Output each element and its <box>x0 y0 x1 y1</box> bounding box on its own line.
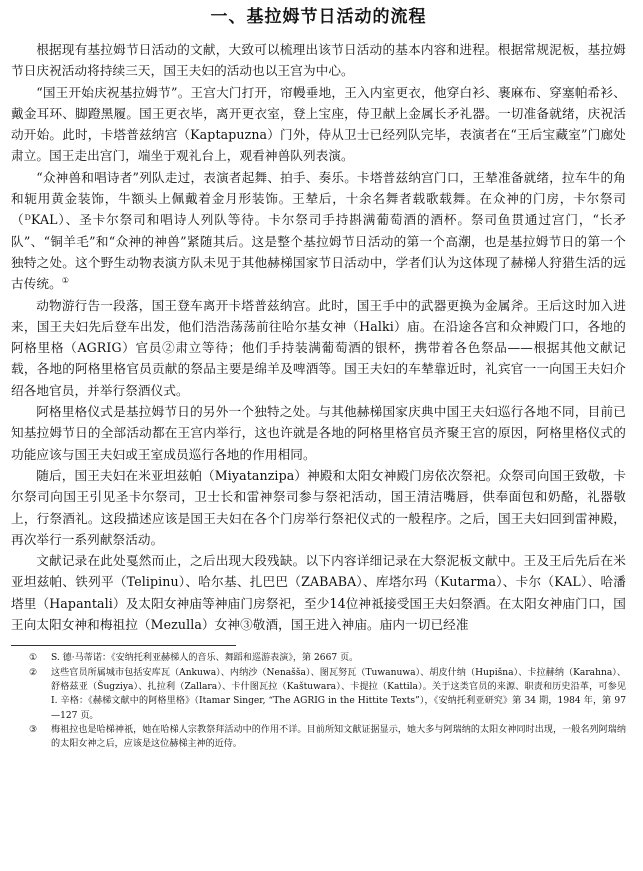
footnote <box>29 651 626 665</box>
footnotes <box>11 651 626 751</box>
footnote-mark: ② <box>29 667 38 678</box>
paragraph: 阿格里格仪式是基拉姆节日的另外一个独特之处。与其他赫梯国家庆典中国王夫妇巡行各地不同，目前已知基拉姆节日的全部活动都在王宫内举行，这也许就是各地的阿格里格官员齐聚王宫的原因，阿格里格仪式的功能应该与国王夫妇或王室成员巡行各地的作用相同。 <box>11 404 626 462</box>
footnote-text: S. 德·马蒂诺：《安纳托利亚赫梯人的音乐、舞蹈和巡游表演》，第 2667 页。 <box>51 653 359 664</box>
footnote <box>29 666 626 723</box>
body-text <box>11 39 626 635</box>
paragraph: “众神兽和唱诗者”列队走过，表演者起舞、拍手、奏乐。卡塔普兹纳宫门口，王辇准备就绪，拉车牛的角和轭用黄金装饰，牛额头上佩戴着金月形装饰。王辇后，十余名舞者载歌载舞。在众神的门房，卡尔祭司（ᴰKAL）、圣卡尔祭司和唱诗人列队等待。卡尔祭司手持斟满葡萄酒的酒杯。祭司鱼贯通过宫门，“长矛队”、“铜羊毛”和“众神的神兽”紧随其后。这是整个基拉姆节日活动的第一个高潮，也是基拉姆节日的第一个独特之处。这个野生动物表演方队未见于其他赫梯国家节日活动中，学者们认为这体现了赫梯人狩猎生活的远古传统。① <box>11 169 626 292</box>
paragraph: 随后，国王夫妇在米亚坦兹帕（Miyatanzipa）神殿和太阳女神殿门房依次祭祀。众祭司向国王致敬，卡尔祭司向国王引见圣卡尔祭司，卫士长和雷神祭司参与祭祀活动，国王清洁嘴唇，供奉面包和奶酪，礼器敬上，行祭酒礼。这段描述应该是国王夫妇在各个门房举行祭祀仪式的一般程序。之后，国王夫妇回到雷神殿，再次举行一系列献祭活动。 <box>11 467 626 547</box>
footnote-mark: ③ <box>29 724 38 735</box>
paragraph: “国王开始庆祝基拉姆节”。王宫大门打开，帘幔垂地，王入内室更衣，他穿白衫、裹麻布、穿塞帕希衫、戴金耳环、脚蹬黑履。国王更衣毕，离开更衣室，登上宝座，侍卫献上金属长矛礼器。一切准备就绪，庆祝活动开始。此时，卡塔普兹纳宫（Kaptapuzna）门外，侍从卫士已经列队完毕，表演者在“王后宝藏室”门廊处肃立。国王走出宫门，端坐于观礼台上，观看神兽队列表演。 <box>11 84 626 164</box>
footnote-mark: ① <box>29 653 38 664</box>
footnote-text: 梅祖拉也是哈梯神祇，她在哈梯人宗教祭拜活动中的作用不详。目前所知文献证据显示，她大多与阿瑞纳的太阳女神同时出现，一般名列阿瑞纳的太阳女神之后，应该是这位赫梯主神的近侍。 <box>51 724 626 750</box>
footnote-ref[interactable]: ① <box>61 276 70 286</box>
paragraph: 根据现有基拉姆节日活动的文献，大致可以梳理出该节日活动的基本内容和进程。根据常规泥板，基拉姆节日庆祝活动将持续三天，国王夫妇的活动也以王宫为中心。 <box>11 42 626 79</box>
footnote <box>29 723 626 752</box>
footnote-text: 这些官员所属城市包括安库瓦（Ankuwa）、内纳沙（Nenašša）、图瓦努瓦（Tuwanuwa）、胡皮什纳（Hupišna）、卡拉赫纳（Karahna）、舒格兹亚（Šugziya）、扎拉利（Zallara）、卡什图瓦拉（Kaštuwara）、卡提拉（Kattila）。关于这类官员的来源、职责和历史沿革，可参见 I. 辛格：《赫梯文献中的阿格里格》（Itamar Singer, “The AGRIG in the Hittite Texts”），《安纳托利亚研究》第 34 期，1984 年，第 97—127 页。 <box>51 667 626 721</box>
section-title: 一、基拉姆节日活动的流程 <box>210 7 427 27</box>
paragraph: 动物游行告一段落，国王登车离开卡塔普兹纳宫。此时，国王手中的武器更换为金属斧。王后这时加入进来，国王夫妇先后登车出发，他们浩浩荡荡前往哈尔基女神（Halki）庙。在沿途各宫和众神殿门口，各地的阿格里格（AGRIG）官员②肃立等待；他们手持装满葡萄酒的银杯，携带着各色祭品——根据其他文献记载，各地的阿格里格官员贡献的祭品主要是绵羊及啤酒等。国王夫妇的车辇靠近时，礼宾官一一向国王夫妇介绍各地官员，并举行祭酒仪式。 <box>11 297 626 398</box>
paragraph: 文献记录在此处戛然而止，之后出现大段残缺。以下内容详细记录在大祭泥板文献中。王及王后先后在米亚坦兹帕、铁列平（Telipinu）、哈尔基、扎巴巴（ZABABA）、库塔尔玛（Kutarma）、卡尔（KAL）、哈潘塔里（Hapantali）及太阳女神庙等神庙门房祭祀，至少14位神祗接受国王夫妇祭酒。在太阳女神庙门口，国王向太阳女神和梅祖拉（Mezulla）女神③敬酒，国王进入神庙。庙内一切已经准 <box>11 553 626 633</box>
footnote-divider <box>11 645 236 646</box>
